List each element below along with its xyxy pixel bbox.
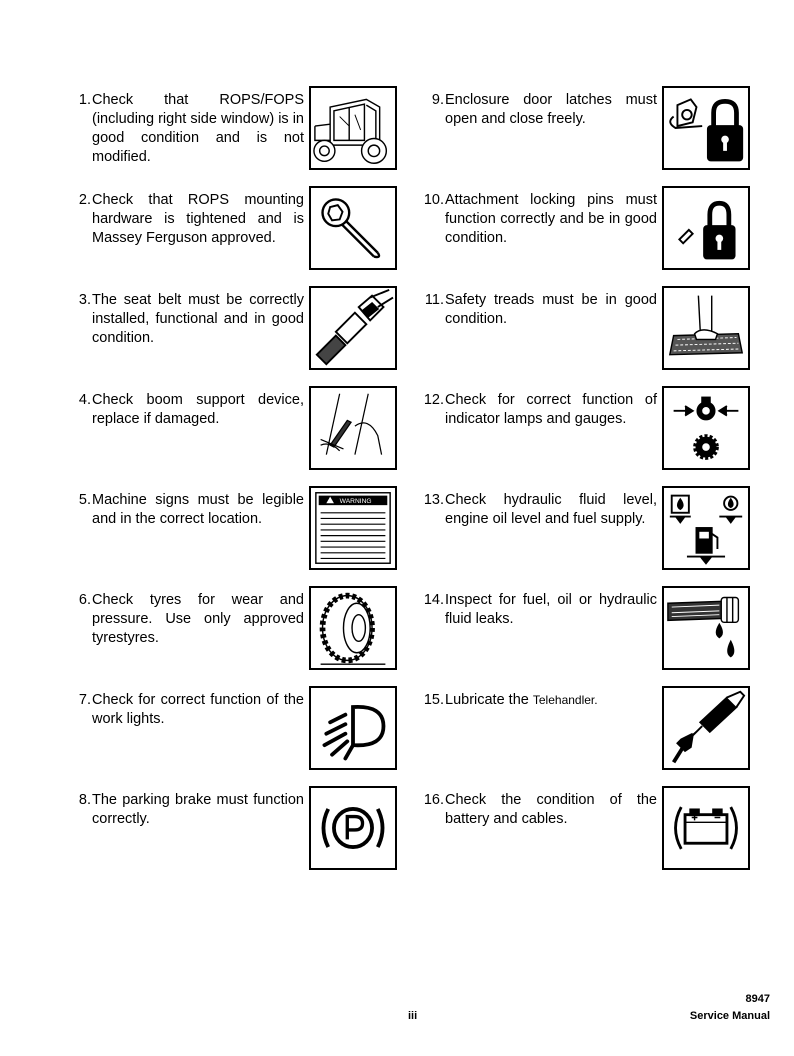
item-number: 16. [423, 792, 444, 808]
checklist-item-10 [420, 191, 766, 283]
item-number: 13. [423, 492, 444, 508]
battery-icon [662, 786, 750, 870]
item-number: 11. [424, 292, 444, 308]
item-number: 15. [423, 692, 444, 708]
document-number: 8947 [745, 993, 770, 1005]
item-number: 8. [78, 792, 91, 808]
checklist-item-16 [420, 791, 766, 883]
checklist-item-5 [67, 491, 413, 583]
checklist-item-1 [67, 91, 413, 183]
checklist-item-2 [67, 191, 413, 283]
indicator-lamps-icon [662, 386, 750, 470]
item-text: Machine signs must be legible and in the correct location. [92, 492, 304, 527]
item-text: Inspect for fuel, oil or hydraulic fluid leaks. [445, 592, 657, 627]
seat-belt-icon [309, 286, 397, 370]
item-number: 10. [423, 192, 444, 208]
item-number: 12. [423, 392, 444, 408]
item-text: Check hydraulic fluid level, engine oil level and fuel supply. [445, 492, 657, 527]
item-number: 1. [78, 92, 91, 108]
item-text: Check tyres for wear and pressure. Use only approved tyrestyres. [92, 592, 304, 646]
grease-gun-icon [662, 686, 750, 770]
parking-brake-icon [309, 786, 397, 870]
item-number: 4. [78, 392, 91, 408]
item-text: Check for correct function of the work lights. [92, 692, 304, 727]
tyre-icon [309, 586, 397, 670]
warning-sign-icon [309, 486, 397, 570]
item-text: Check the condition of the battery and cables. [445, 792, 657, 827]
checklist-item-13 [420, 491, 766, 583]
item-text [445, 691, 657, 710]
item-text: The seat belt must be correctly installed, functional and in good condition. [92, 292, 304, 346]
page-number: iii [408, 1010, 418, 1022]
checklist-item-9 [420, 91, 766, 183]
leak-icon [662, 586, 750, 670]
item-number: 6. [78, 592, 91, 608]
tractor-cab-icon [309, 86, 397, 170]
item-number: 9. [431, 92, 444, 108]
item-number: 7. [78, 692, 91, 708]
checklist-item-7 [67, 691, 413, 783]
locking-pin-icon [662, 186, 750, 270]
checklist-item-12 [420, 391, 766, 483]
door-latch-lock-icon [662, 86, 750, 170]
item-text: Enclosure door latches must open and close freely. [445, 92, 657, 127]
checklist-item-6 [67, 591, 413, 683]
checklist-item-14 [420, 591, 766, 683]
wrench-icon [309, 186, 397, 270]
item-text-small: Telehandler. [532, 693, 598, 707]
item-text: Safety treads must be in good condition. [445, 292, 657, 327]
boom-support-icon [309, 386, 397, 470]
fluid-levels-icon [662, 486, 750, 570]
checklist-item-3 [67, 291, 413, 383]
checklist-item-4 [67, 391, 413, 483]
checklist-item-8 [67, 791, 413, 883]
item-text: Check for correct function of indicator lamps and gauges. [445, 392, 657, 427]
item-number: 5. [78, 492, 91, 508]
item-text: Check boom support device, replace if damaged. [92, 392, 304, 427]
manual-title: Service Manual [689, 1010, 770, 1022]
item-number: 2. [78, 192, 91, 208]
item-text: Attachment locking pins must function correctly and be in good condition. [445, 192, 657, 246]
item-number: 3. [78, 292, 91, 308]
item-number: 14. [423, 592, 444, 608]
work-light-icon [309, 686, 397, 770]
item-text: Check that ROPS mounting hardware is tightened and is Massey Ferguson approved. [92, 192, 304, 246]
item-text-main: Lubricate the [445, 692, 533, 708]
item-text: The parking brake must function correctly. [92, 792, 304, 827]
warning-label: WARNING [339, 498, 372, 506]
item-text: Check that ROPS/FOPS (including right side window) is in good condition and is not modified. [92, 92, 304, 165]
checklist-item-11 [420, 291, 766, 383]
checklist-item-15 [420, 691, 766, 783]
safety-tread-icon [662, 286, 750, 370]
